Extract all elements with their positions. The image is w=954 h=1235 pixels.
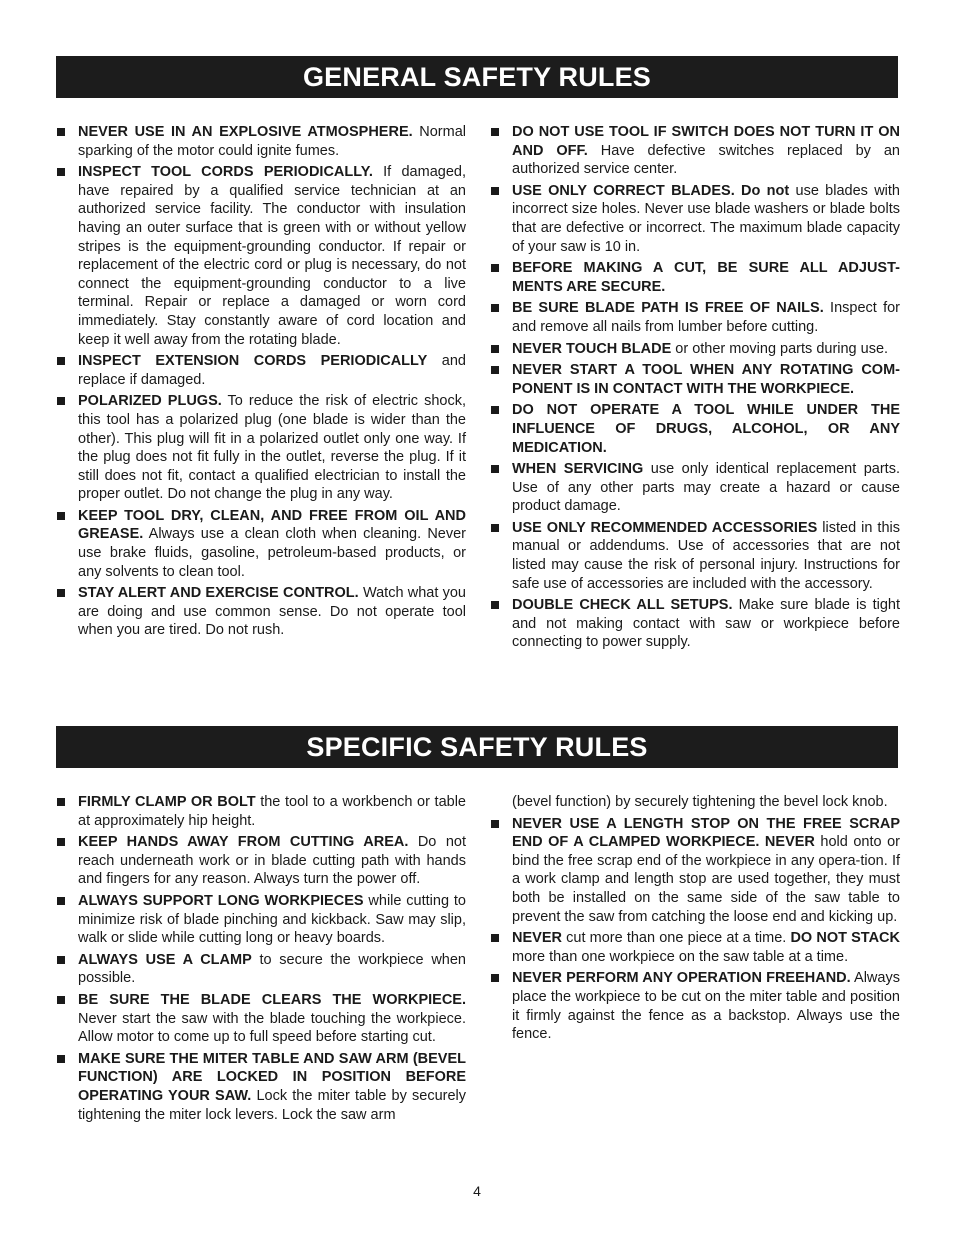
rule-heading: DO NOT STACK — [790, 930, 900, 947]
rule-heading: NEVER — [512, 930, 562, 947]
rule-heading: NEVER USE IN AN EXPLOSIVE ATMOSPHERE. — [78, 124, 413, 140]
rule-heading: MAKE SURE THE MITER TABLE AND SAW ARM (BEVEL FUNCTION) ARE LOCKED IN POSITION BEFORE OPERATING YOUR SAW. — [78, 1050, 466, 1104]
general-rules-left-column — [56, 123, 466, 643]
rule-text: Always place the workpiece to be cut on the miter table and position it firmly against the fence as a backstop. Always use the fence. — [512, 970, 900, 1043]
rule-item — [490, 519, 900, 593]
rule-text: Watch what you are doing and use common sense. Do not operate tool when you are tired. Do not rush. — [78, 585, 466, 639]
square-bullet-icon — [491, 820, 499, 828]
rule-item — [56, 951, 466, 988]
rule-heading: DOUBLE CHECK ALL SETUPS. — [512, 597, 733, 614]
rule-text: Never start the saw with the blade touching the workpiece. Allow motor to come up to full speed before starting cut. — [78, 1010, 466, 1046]
rule-text: Do not reach underneath work or in blade cutting path with hands and fingers for any reason. Always turn the power off. — [78, 834, 466, 888]
square-bullet-icon — [57, 168, 65, 176]
rule-heading: DO NOT USE TOOL IF SWITCH DOES NOT TURN IT ON AND OFF. — [512, 124, 900, 159]
rule-heading: DO NOT OPERATE A TOOL WHILE UNDER THE INFLUENCE OF DRUGS, ALCOHOL, OR ANY MEDICATION. — [512, 402, 900, 456]
square-bullet-icon — [57, 397, 65, 405]
rule-heading: KEEP HANDS AWAY FROM CUTTING AREA. — [78, 834, 409, 851]
rule-text: Lock the miter table by securely tightening the miter lock levers. Lock the saw arm — [78, 1087, 466, 1123]
rule-item — [56, 793, 466, 830]
rule-text: to secure the workpiece when possible. — [78, 951, 466, 987]
rule-heading: USE ONLY RECOMMENDED ACCESSORIES — [512, 519, 818, 536]
rule-item — [490, 123, 900, 179]
rule-heading: POLARIZED PLUGS. — [78, 393, 222, 410]
rule-text: listed in this manual or addendums. Use of accessories that are not listed may cause the risk of personal injury. Instructions for safe use of accessories are included with the accessory. — [512, 519, 900, 592]
rule-text: Normal sparking of the motor could ignite fumes. — [78, 124, 466, 159]
general-rules-right-column — [490, 123, 900, 655]
rule-text: use blades with incorrect size holes. Never use blade washers or blade bolts that are defective or incorrect. The maximum blade capacity of your saw is 10 in. — [512, 182, 900, 255]
rule-item — [490, 596, 900, 652]
rule-item — [490, 299, 900, 336]
square-bullet-icon — [57, 996, 65, 1004]
specific-rules-left-column — [56, 793, 466, 1127]
page-number: 4 — [473, 1183, 481, 1199]
rule-text: Make sure blade is tight and not making contact with saw or workpiece before connecting to power supply. — [512, 597, 900, 651]
rule-heading: FIRMLY CLAMP OR BOLT — [78, 794, 256, 810]
square-bullet-icon — [57, 128, 65, 136]
rule-heading: NEVER USE A LENGTH STOP ON THE FREE SCRAP END OF A CLAMPED WORKPIECE. NEVER — [512, 815, 900, 851]
rule-item — [56, 163, 466, 349]
rule-item — [56, 991, 466, 1047]
rule-text: the tool to a workbench or table at approximately hip height. — [78, 794, 466, 829]
square-bullet-icon — [491, 345, 499, 353]
square-bullet-icon — [491, 974, 499, 982]
square-bullet-icon — [491, 264, 499, 272]
square-bullet-icon — [57, 1055, 65, 1063]
rule-text: while cutting to minimize risk of blade pinching and kickback. Saw may slip, walk or slide while cutting long or heavy boards. — [78, 892, 466, 947]
rule-heading: STAY ALERT AND EXERCISE CONTROL. — [78, 585, 359, 602]
square-bullet-icon — [491, 187, 499, 195]
square-bullet-icon — [491, 934, 499, 942]
rule-text: use only identical replacement parts. Use of any other parts may create a hazard or cause product damage. — [512, 461, 900, 515]
rule-heading: ALWAYS SUPPORT LONG WORKPIECES — [78, 892, 364, 909]
rule-heading: INSPECT TOOL CORDS PERIODICALLY. — [78, 164, 373, 181]
rule-text: more than one workpiece on the saw table at a time. — [512, 948, 849, 965]
rule-item — [490, 460, 900, 516]
square-bullet-icon — [57, 798, 65, 806]
square-bullet-icon — [57, 357, 65, 365]
square-bullet-icon — [57, 838, 65, 846]
rule-item — [56, 1050, 466, 1124]
square-bullet-icon — [57, 512, 65, 520]
rule-item — [490, 340, 900, 359]
rule-text: and replace if damaged. — [78, 353, 466, 388]
square-bullet-icon — [491, 406, 499, 414]
rule-item — [56, 833, 466, 889]
rule-heading: NEVER PERFORM ANY OPERATION FREEHAND. — [512, 970, 851, 987]
rule-text: hold onto or bind the free scrap end of the workpiece in any opera-tion. If a work clamp and length stop are used together, they must both be installed on the same side of the saw table to prevent the saw from catching the loose end and kicking up. — [512, 834, 900, 925]
rule-text: or other moving parts during use. — [671, 340, 889, 357]
rule-heading: NEVER TOUCH BLADE — [512, 340, 672, 357]
rule-heading: BEFORE MAKING A CUT, BE SURE ALL ADJUST-MENTS ARE SECURE. — [512, 260, 900, 295]
square-bullet-icon — [491, 524, 499, 532]
rule-list — [56, 793, 466, 1124]
rule-text: Always use a clean cloth when cleaning. Never use brake fluids, gasoline, petroleum-based products, or any solvents to clean tool. — [78, 526, 466, 580]
square-bullet-icon — [491, 601, 499, 609]
general-safety-rules-title: GENERAL SAFETY RULES — [56, 56, 898, 98]
specific-rules-right-column — [490, 793, 900, 1047]
square-bullet-icon — [57, 589, 65, 597]
rule-list — [490, 815, 900, 1044]
square-bullet-icon — [57, 956, 65, 964]
square-bullet-icon — [491, 304, 499, 312]
rule-heading: INSPECT EXTENSION CORDS PERIODICALLY — [78, 353, 428, 370]
rule-item — [56, 352, 466, 389]
rule-heading: KEEP TOOL DRY, CLEAN, AND FREE FROM OIL AND GREASE. — [78, 507, 466, 543]
rule-text: Inspect for and remove all nails from lumber before cutting. — [512, 300, 900, 335]
rule-item — [56, 507, 466, 581]
rule-heading: WHEN SERVICING — [512, 461, 644, 478]
rule-item — [56, 392, 466, 504]
rule-item — [490, 361, 900, 398]
rule-item — [490, 259, 900, 296]
rule-item — [56, 584, 466, 640]
rule-text: cut more than one piece at a time. — [561, 930, 791, 947]
rule-item — [490, 969, 900, 1043]
rule-heading: BE SURE THE BLADE CLEARS THE WORKPIECE. — [78, 991, 466, 1008]
square-bullet-icon — [57, 897, 65, 905]
rule-continuation: (bevel function) by securely tightening the bevel lock knob. — [512, 794, 888, 810]
rule-list — [490, 123, 900, 652]
rule-heading: ALWAYS USE A CLAMP — [78, 951, 252, 968]
rule-item — [490, 182, 900, 256]
rule-heading: NEVER START A TOOL WHEN ANY ROTATING COM-PONENT IS IN CONTACT WITH THE WORKPIECE. — [512, 362, 900, 397]
rule-item — [56, 123, 466, 160]
rule-list — [490, 793, 900, 812]
rule-text: Have defective switches replaced by an authorized service center. — [512, 142, 900, 178]
square-bullet-icon — [491, 366, 499, 374]
square-bullet-icon — [491, 128, 499, 136]
rule-heading: USE ONLY CORRECT BLADES. Do not — [512, 182, 790, 199]
rule-heading: BE SURE BLADE PATH IS FREE OF NAILS. — [512, 300, 824, 317]
square-bullet-icon — [491, 465, 499, 473]
rule-item — [490, 401, 900, 457]
specific-safety-rules-title: SPECIFIC SAFETY RULES — [56, 726, 898, 768]
rule-item — [490, 815, 900, 927]
rule-list — [56, 123, 466, 640]
rule-text: If damaged, have repaired by a qualified service technician at an authorized service facility. The conductor with insulation having an outer surface that is green with or without yellow stripes is the equipment-grounding conductor. If repair or replacement of the electric cord or plug is necessary, do not connect the equipment-grounding conductor to a live terminal. Repair or replace a damaged or worn cord immediately. Stay constantly aware of cord location and keep it well away from the rotating blade. — [78, 164, 466, 348]
rule-item — [490, 929, 900, 966]
rule-text: To reduce the risk of electric shock, this tool has a polarized plug (one blade is wider than the other). This plug will fit in a polarized outlet only one way. If the plug does not fit fully in the outlet, reverse the plug. If it still does not fit, contact a qualified electrician to install the proper outlet. Do not change the plug in any way. — [78, 393, 466, 503]
rule-item — [56, 892, 466, 948]
